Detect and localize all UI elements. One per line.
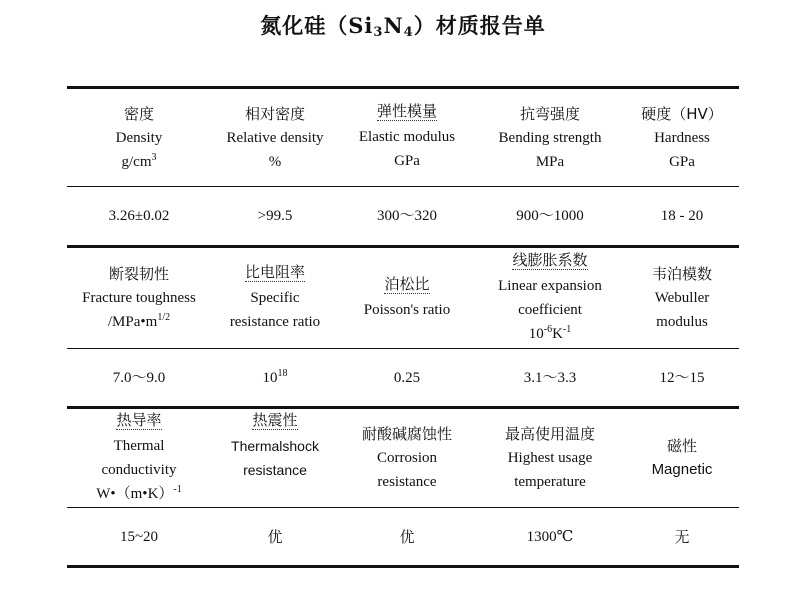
header-cell-bending-strength: 抗弯强度 Bending strength MPa — [498, 104, 602, 170]
header-cell-thermal-conductivity: 热导率 Thermal conductivity W•（m•K）$^{-1}$ — [96, 410, 182, 502]
value-specific-resistance: $10^{18}$ — [262, 367, 288, 386]
header-cell-fracture-toughness: 断裂韧性 Fracture toughness $/MPa•m^{1/2}$ — [82, 265, 196, 330]
header-cell-specific-resistance: 比电阻率 Specific resistance ratio — [229, 262, 321, 330]
value-row-2 — [67, 349, 739, 406]
header-row-1 — [67, 89, 739, 186]
value-relative-density: >99.5 — [257, 208, 293, 224]
value-elastic-modulus: 300～320 — [376, 208, 437, 224]
value-fracture-toughness: 7.0～9.0 — [112, 369, 166, 386]
value-density: 3.26±0.02 — [108, 208, 170, 224]
header-cell-magnetic: 磁性 Magnetic — [651, 437, 713, 478]
value-webuller-modulus: 12～15 — [659, 369, 705, 386]
header-cell-elastic-modulus: 弹性模量 Elastic modulus GPa — [358, 102, 456, 169]
value-thermal-shock: 优 — [267, 527, 283, 546]
value-thermal-conductivity: 15~20 — [119, 528, 159, 545]
header-cell-hardness: 硬度（HV） Hardness GPa — [641, 104, 723, 170]
value-bending-strength: 900～1000 — [516, 208, 584, 224]
value-corrosion-resistance: 优 — [399, 527, 415, 546]
header-cell-linear-expansion: 线膨胀系数 Linear expansion coefficient $10^{-6}K^{-1}$ — [498, 250, 602, 342]
value-row-3 — [67, 508, 739, 565]
header-cell-density: 密度 Density $g/cm^3$ — [115, 104, 163, 170]
value-magnetic: 无 — [674, 527, 690, 546]
header-row-2 — [67, 248, 739, 348]
rule-bottom — [67, 565, 739, 568]
header-cell-highest-temperature: 最高使用温度 Highest usage temperature — [504, 425, 595, 490]
header-cell-webuller-modulus: 韦泊模数 Webuller modulus — [651, 265, 712, 330]
value-highest-temperature: 1300℃ — [526, 528, 574, 545]
page-title: 氮化硅$(Si_3N_4)$材质报告单 — [260, 13, 546, 40]
header-cell-relative-density: 相对密度 Relative density % — [226, 104, 324, 170]
header-cell-corrosion-resistance: 耐酸碱腐蚀性 Corrosion resistance — [361, 425, 452, 490]
value-poisson-ratio: 0.25 — [393, 369, 421, 386]
value-row-1 — [67, 187, 739, 245]
value-linear-expansion: 3.1～3.3 — [523, 369, 577, 386]
header-row-3 — [67, 409, 739, 507]
value-hardness: 18 - 20 — [660, 208, 704, 224]
header-cell-thermal-shock: 热震性 Thermalshock resistance — [231, 411, 319, 478]
header-cell-poisson-ratio: 泊松比 Poisson's ratio — [363, 274, 451, 318]
